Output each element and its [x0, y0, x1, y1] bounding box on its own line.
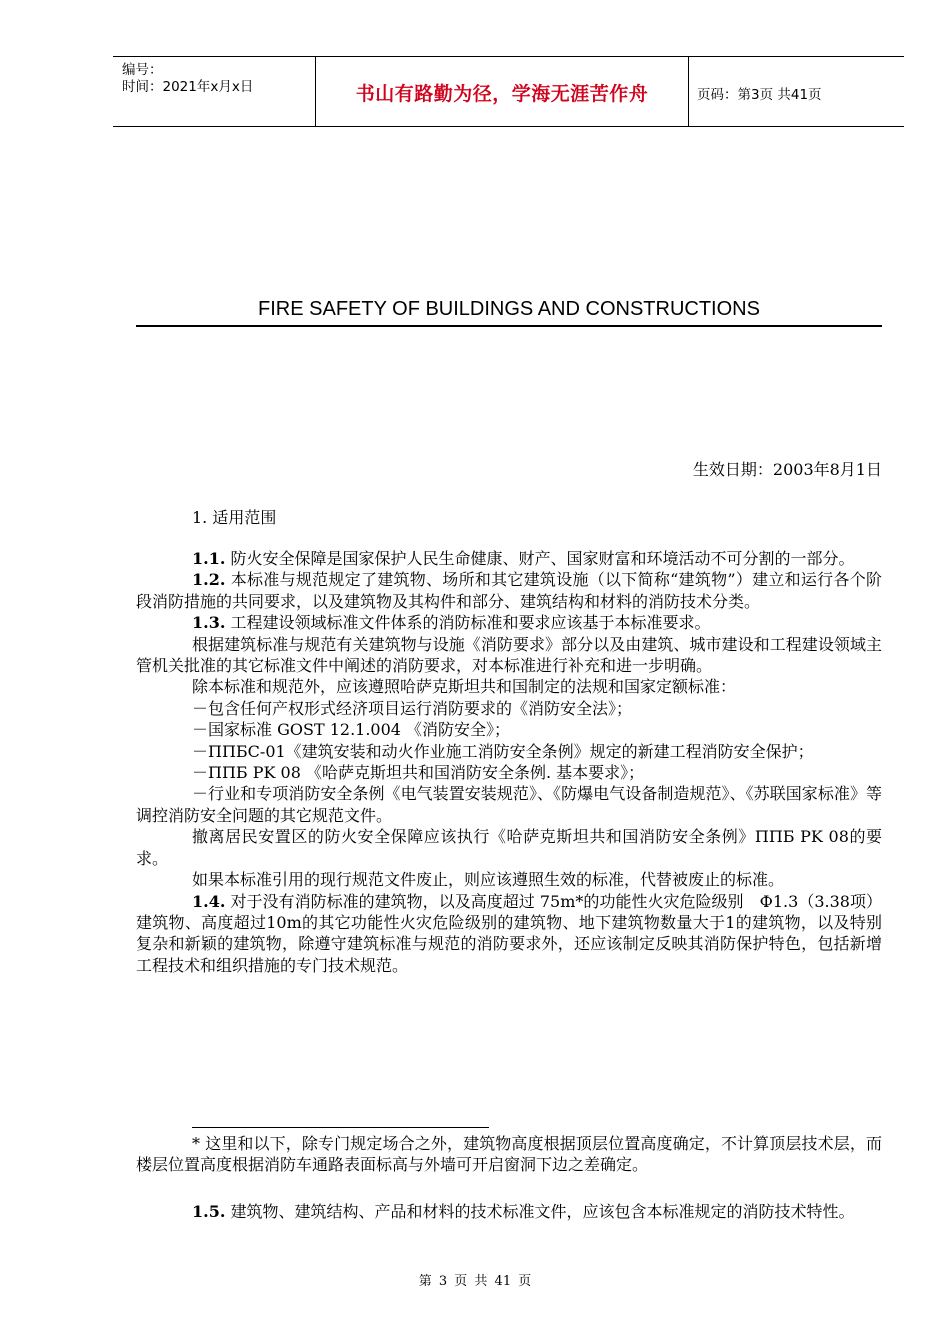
paragraph	[136, 569, 882, 612]
paragraph-text: －包含任何产权形式经济项目运行消防要求的《消防安全法》；	[192, 698, 633, 718]
paragraph	[136, 676, 882, 697]
list-item	[136, 741, 882, 762]
paragraph-text: －国家标准 GOST 12.1.004 《消防安全》；	[192, 720, 511, 740]
paragraph	[136, 869, 882, 890]
body-text-continued	[136, 1201, 882, 1222]
paragraph-number: 1.3.	[192, 613, 226, 633]
paragraph-text: －ППБ PK 08 《哈萨克斯坦共和国消防安全条例. 基本要求》；	[192, 763, 645, 783]
paragraph	[136, 634, 882, 677]
footnote-text: * 这里和以下，除专门规定场合之外，建筑物高度根据顶层位置高度确定，不计算顶层技术层，而楼层位置高度根据消防车通路表面标高与外墙可开启窗洞下边之差确定。	[136, 1134, 882, 1175]
effective-date: 生效日期：2003年8月1日	[692, 460, 882, 479]
body-text	[136, 548, 882, 976]
paragraph-text: 根据建筑标准与规范有关建筑物与设施《消防要求》部分以及由建筑、城市建设和工程建设领域主管机关批准的其它标准文件中阐述的消防要求，对本标准进行补充和进一步明确。	[136, 634, 882, 676]
header-motto-cell	[315, 57, 689, 126]
title-underline	[136, 325, 882, 327]
paragraph-text: 对于没有消防标准的建筑物，以及高度超过 75m*的功能性火灾危险级别 Ф1.3（3.38项）建筑物、高度超过10m的其它功能性火灾危险级别的建筑物、地下建筑物数量大于1的建筑物，以及特别复杂和新颖的建筑物，除遵守建筑标准与规范的消防要求外，还应该制定反映其消防保护特色，包括新增工程技术和组织措施的专门技术规范。	[136, 891, 882, 975]
paragraph-text: 工程建设领域标准文件体系的消防标准和要求应该基于本标准要求。	[225, 613, 711, 633]
time-label: 时间：2021年x月x日	[122, 79, 254, 95]
paragraph-number: 1.2.	[192, 570, 226, 590]
list-item	[136, 719, 882, 740]
paragraph-text: －行业和专项消防安全条例《电气装置安装规范》、《防爆电气设备制造规范》、《苏联国家标准》等调控消防安全问题的其它规范文件。	[136, 784, 882, 825]
paragraph-number: 1.5.	[192, 1202, 226, 1221]
footnote	[136, 1133, 882, 1176]
paragraph-text: 防火安全保障是国家保护人民生命健康、财产、国家财富和环境活动不可分割的一部分。	[225, 549, 855, 568]
paragraph	[136, 612, 882, 633]
paragraph-text: 除本标准和规范外，应该遵照哈萨克斯坦共和国制定的法规和国家定额标准：	[192, 677, 737, 697]
document-header	[113, 56, 904, 127]
paragraph	[136, 1201, 882, 1222]
document-title: FIRE SAFETY OF BUILDINGS AND CONSTRUCTIONS	[258, 298, 760, 320]
list-item	[136, 783, 882, 826]
code-label: 编号：	[122, 62, 163, 78]
paragraph-number: 1.1.	[192, 549, 226, 568]
list-item	[136, 762, 882, 783]
motto: 书山有路勤为径，学海无涯苦作舟	[355, 83, 649, 105]
section-heading: 1. 适用范围	[192, 508, 277, 527]
paragraph-text: －ППБС-01《建筑安装和动火作业施工消防安全条例》规定的新建工程消防安全保护；	[192, 741, 814, 761]
header-page-cell	[688, 57, 904, 126]
page-label: 页码：第3页 共41页	[697, 87, 822, 103]
paragraph	[136, 548, 882, 569]
paragraph	[136, 891, 882, 977]
paragraph-text: 如果本标准引用的现行规范文件废止，则应该遵照生效的标准，代替被废止的标准。	[192, 870, 785, 890]
page-footer: 第 3 页 共 41 页	[418, 1274, 532, 1289]
paragraph-text: 撤离居民安置区的防火安全保障应该执行《哈萨克斯坦共和国消防安全条例》ППБ PK 08的要求。	[136, 827, 882, 868]
header-info-cell	[113, 57, 315, 126]
paragraph	[136, 826, 882, 869]
footnote-separator	[192, 1127, 489, 1128]
paragraph-number: 1.4.	[192, 891, 226, 911]
list-item	[136, 698, 882, 719]
paragraph-text: 建筑物、建筑结构、产品和材料的技术标准文件，应该包含本标准规定的消防技术特性。	[225, 1202, 855, 1221]
paragraph-text: 本标准与规范规定了建筑物、场所和其它建筑设施（以下简称“建筑物”）建立和运行各个阶段消防措施的共同要求，以及建筑物及其构件和部分、建筑结构和材料的消防技术分类。	[136, 570, 882, 611]
